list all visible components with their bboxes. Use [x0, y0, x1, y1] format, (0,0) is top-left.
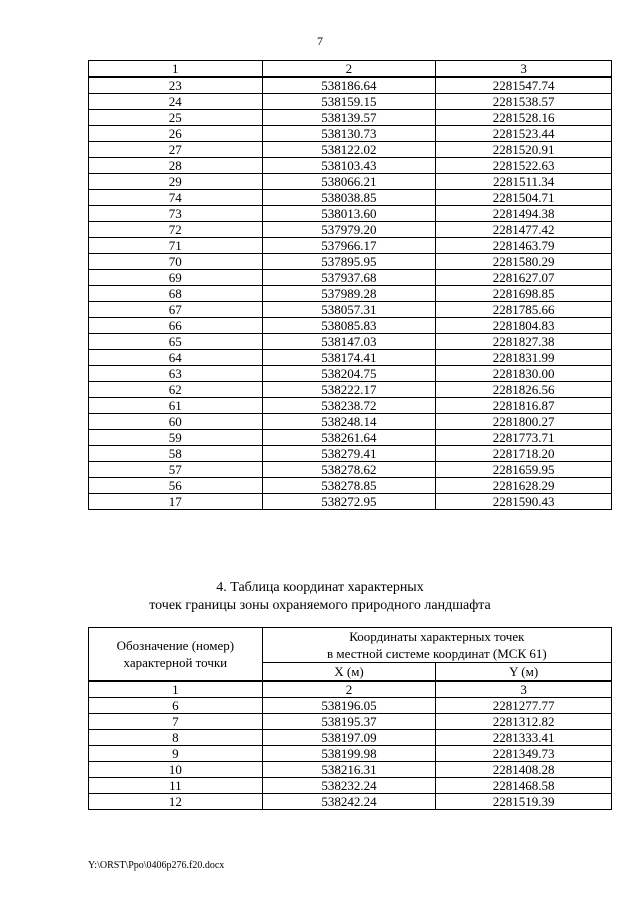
- x-coordinate-cell: 538103.43: [262, 158, 436, 174]
- table-row: [89, 462, 612, 478]
- table-row: [89, 158, 612, 174]
- y-coordinate-cell: 2281816.87: [436, 398, 612, 414]
- table-row: [89, 714, 612, 730]
- table-row: [89, 430, 612, 446]
- y-coordinate-cell: 2281511.34: [436, 174, 612, 190]
- point-number-cell: 72: [89, 222, 263, 238]
- x-coordinate-cell: 538278.62: [262, 462, 436, 478]
- point-number-cell: 25: [89, 110, 263, 126]
- table-row: [89, 238, 612, 254]
- column-number-cell: 1: [89, 61, 263, 78]
- table-row: [89, 142, 612, 158]
- table-row: [89, 302, 612, 318]
- column-number-cell: 1: [89, 681, 263, 698]
- point-number-cell: 10: [89, 762, 263, 778]
- x-coordinate-cell: 537989.28: [262, 286, 436, 302]
- x-coordinate-cell: 538222.17: [262, 382, 436, 398]
- point-number-cell: 60: [89, 414, 263, 430]
- y-coordinate-cell: 2281349.73: [436, 746, 612, 762]
- column-number-cell: 2: [262, 61, 436, 78]
- x-coordinate-cell: 538085.83: [262, 318, 436, 334]
- table-row: [89, 398, 612, 414]
- point-number-cell: 66: [89, 318, 263, 334]
- x-coordinate-cell: 538122.02: [262, 142, 436, 158]
- point-number-cell: 70: [89, 254, 263, 270]
- x-header: X (м): [262, 663, 436, 682]
- y-coordinate-cell: 2281408.28: [436, 762, 612, 778]
- table-row: [89, 494, 612, 510]
- table-row: [89, 746, 612, 762]
- x-coordinate-cell: 538174.41: [262, 350, 436, 366]
- table-row: [89, 254, 612, 270]
- table-header-row: [89, 61, 612, 78]
- x-coordinate-cell: 538139.57: [262, 110, 436, 126]
- x-coordinate-cell: 538279.41: [262, 446, 436, 462]
- point-number-cell: 56: [89, 478, 263, 494]
- x-coordinate-cell: 538013.60: [262, 206, 436, 222]
- table-title-line: точек границы зоны охраняемого природного ландшафта: [149, 598, 491, 613]
- x-coordinate-cell: 538195.37: [262, 714, 436, 730]
- x-coordinate-cell: 537895.95: [262, 254, 436, 270]
- x-coordinate-cell: 538238.72: [262, 398, 436, 414]
- point-number-cell: 73: [89, 206, 263, 222]
- table-row: [89, 334, 612, 350]
- point-number-cell: 57: [89, 462, 263, 478]
- table-row: [89, 698, 612, 714]
- table-row: [89, 350, 612, 366]
- point-number-cell: 68: [89, 286, 263, 302]
- y-coordinate-cell: 2281831.99: [436, 350, 612, 366]
- file-path-footer: Y:\ORST\Ppo\0406p276.f20.docx: [88, 860, 225, 871]
- x-coordinate-cell: 537937.68: [262, 270, 436, 286]
- point-number-cell: 11: [89, 778, 263, 794]
- column-number-cell: 3: [436, 681, 612, 698]
- table-row: [89, 762, 612, 778]
- y-coordinate-cell: 2281468.58: [436, 778, 612, 794]
- y-coordinate-cell: 2281830.00: [436, 366, 612, 382]
- table-row: [89, 174, 612, 190]
- x-coordinate-cell: 538278.85: [262, 478, 436, 494]
- x-coordinate-cell: 538232.24: [262, 778, 436, 794]
- y-coordinate-cell: 2281494.38: [436, 206, 612, 222]
- table-row: [89, 126, 612, 142]
- point-number-cell: 26: [89, 126, 263, 142]
- y-header: Y (м): [436, 663, 612, 682]
- x-coordinate-cell: 537979.20: [262, 222, 436, 238]
- point-number-cell: 9: [89, 746, 263, 762]
- point-number-cell: 12: [89, 794, 263, 810]
- coordinates-header: Координаты характерных точек в местной системе координат (МСК 61): [262, 628, 611, 663]
- x-coordinate-cell: 538186.64: [262, 77, 436, 94]
- y-coordinate-cell: 2281538.57: [436, 94, 612, 110]
- x-coordinate-cell: 538261.64: [262, 430, 436, 446]
- point-number-cell: 27: [89, 142, 263, 158]
- x-coordinate-cell: 538216.31: [262, 762, 436, 778]
- point-number-cell: 7: [89, 714, 263, 730]
- y-coordinate-cell: 2281477.42: [436, 222, 612, 238]
- point-number-cell: 64: [89, 350, 263, 366]
- table-row: [89, 778, 612, 794]
- y-coordinate-cell: 2281547.74: [436, 77, 612, 94]
- point-number-cell: 28: [89, 158, 263, 174]
- y-coordinate-cell: 2281718.20: [436, 446, 612, 462]
- table-title-line: 4. Таблица координат характерных: [216, 580, 424, 595]
- point-number-cell: 61: [89, 398, 263, 414]
- point-designation-header: Обозначение (номер) характерной точки: [89, 628, 263, 682]
- table-header-row: [89, 628, 612, 663]
- point-number-cell: 65: [89, 334, 263, 350]
- x-coordinate-cell: 538197.09: [262, 730, 436, 746]
- y-coordinate-cell: 2281277.77: [436, 698, 612, 714]
- y-coordinate-cell: 2281800.27: [436, 414, 612, 430]
- y-coordinate-cell: 2281785.66: [436, 302, 612, 318]
- coordinates-table-continued: [88, 60, 612, 510]
- table-row: [89, 190, 612, 206]
- point-number-cell: 17: [89, 494, 263, 510]
- point-number-cell: 71: [89, 238, 263, 254]
- x-coordinate-cell: 538057.31: [262, 302, 436, 318]
- point-number-cell: 23: [89, 77, 263, 94]
- x-coordinate-cell: 538272.95: [262, 494, 436, 510]
- page-number: 7: [317, 34, 323, 48]
- y-coordinate-cell: 2281463.79: [436, 238, 612, 254]
- x-coordinate-cell: 538066.21: [262, 174, 436, 190]
- table-row: [89, 222, 612, 238]
- x-coordinate-cell: 538147.03: [262, 334, 436, 350]
- y-coordinate-cell: 2281523.44: [436, 126, 612, 142]
- point-number-cell: 63: [89, 366, 263, 382]
- point-number-cell: 6: [89, 698, 263, 714]
- y-coordinate-cell: 2281628.29: [436, 478, 612, 494]
- point-number-cell: 24: [89, 94, 263, 110]
- x-coordinate-cell: 538130.73: [262, 126, 436, 142]
- y-coordinate-cell: 2281804.83: [436, 318, 612, 334]
- table-row: [89, 478, 612, 494]
- table-row: [89, 94, 612, 110]
- y-coordinate-cell: 2281827.38: [436, 334, 612, 350]
- column-number-cell: 2: [262, 681, 436, 698]
- x-coordinate-cell: 537966.17: [262, 238, 436, 254]
- table-row: [89, 794, 612, 810]
- x-coordinate-cell: 538199.98: [262, 746, 436, 762]
- y-coordinate-cell: 2281590.43: [436, 494, 612, 510]
- y-coordinate-cell: 2281333.41: [436, 730, 612, 746]
- point-number-cell: 62: [89, 382, 263, 398]
- table-row: [89, 382, 612, 398]
- y-coordinate-cell: 2281826.56: [436, 382, 612, 398]
- y-coordinate-cell: 2281627.07: [436, 270, 612, 286]
- y-coordinate-cell: 2281659.95: [436, 462, 612, 478]
- y-coordinate-cell: 2281698.85: [436, 286, 612, 302]
- table-row: [89, 110, 612, 126]
- x-coordinate-cell: 538204.75: [262, 366, 436, 382]
- x-coordinate-cell: 538159.15: [262, 94, 436, 110]
- table-row: [89, 286, 612, 302]
- y-coordinate-cell: 2281522.63: [436, 158, 612, 174]
- column-number-cell: 3: [436, 61, 612, 78]
- y-coordinate-cell: 2281520.91: [436, 142, 612, 158]
- point-number-cell: 8: [89, 730, 263, 746]
- y-coordinate-cell: 2281773.71: [436, 430, 612, 446]
- x-coordinate-cell: 538248.14: [262, 414, 436, 430]
- point-number-cell: 74: [89, 190, 263, 206]
- table-row: [89, 270, 612, 286]
- x-coordinate-cell: 538038.85: [262, 190, 436, 206]
- table-row: [89, 730, 612, 746]
- point-number-cell: 69: [89, 270, 263, 286]
- y-coordinate-cell: 2281312.82: [436, 714, 612, 730]
- column-numbering-row: [89, 681, 612, 698]
- point-number-cell: 59: [89, 430, 263, 446]
- table-row: [89, 446, 612, 462]
- point-number-cell: 58: [89, 446, 263, 462]
- point-number-cell: 67: [89, 302, 263, 318]
- table-row: [89, 318, 612, 334]
- x-coordinate-cell: 538196.05: [262, 698, 436, 714]
- y-coordinate-cell: 2281528.16: [436, 110, 612, 126]
- table-row: [89, 366, 612, 382]
- y-coordinate-cell: 2281504.71: [436, 190, 612, 206]
- y-coordinate-cell: 2281580.29: [436, 254, 612, 270]
- y-coordinate-cell: 2281519.39: [436, 794, 612, 810]
- table-row: [89, 77, 612, 94]
- table-row: [89, 414, 612, 430]
- table-4-title: [0, 579, 640, 615]
- x-coordinate-cell: 538242.24: [262, 794, 436, 810]
- table-row: [89, 206, 612, 222]
- landscape-zone-coordinates-table: [88, 627, 612, 810]
- point-number-cell: 29: [89, 174, 263, 190]
